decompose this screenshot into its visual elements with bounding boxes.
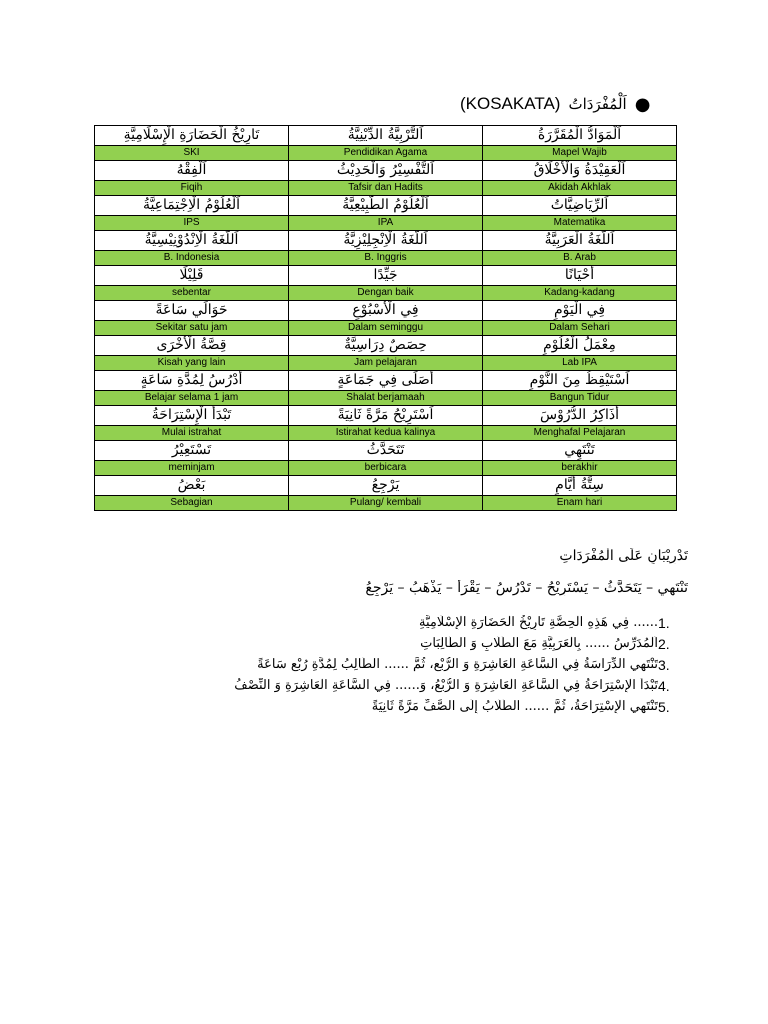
vocab-arabic-row <box>95 161 677 181</box>
vocab-arabic-cell: فِي الْيَوْمِ <box>483 301 677 321</box>
vocab-arabic-cell: حِصَصٌ دِرَاسِيَّةٌ <box>289 336 483 356</box>
vocab-meaning-cell: Pendidikan Agama <box>289 146 483 161</box>
heading-arabic: اَلْمُفْرَدَاتُ <box>568 95 627 113</box>
vocab-meaning-cell: Kisah yang lain <box>95 356 289 371</box>
vocab-meaning-cell: meminjam <box>95 461 289 476</box>
vocab-arabic-cell: قِصَّةُ الْأُخْرَى <box>95 336 289 356</box>
vocab-meaning-cell: Kadang-kadang <box>483 286 677 301</box>
vocab-meaning-cell: Mapel Wajib <box>483 146 677 161</box>
vocab-meaning-cell: Akidah Akhlak <box>483 181 677 196</box>
vocab-arabic-cell: فِي الْأُسْبُوْعِ <box>289 301 483 321</box>
vocab-arabic-row <box>95 441 677 461</box>
vocab-meaning-row <box>95 286 677 301</box>
vocab-arabic-cell: تَتَحَدَّثُ <box>289 441 483 461</box>
sentence-number: 1. <box>658 614 670 631</box>
vocab-meaning-cell: Belajar selama 1 jam <box>95 391 289 406</box>
vocab-arabic-cell: اَللُّغَةُ الْعَرَبِيَّةُ <box>483 231 677 251</box>
sentence-number: 3. <box>658 656 670 673</box>
vocab-meaning-cell: Mulai istrahat <box>95 426 289 441</box>
heading-latin: (KOSAKATA) <box>460 94 561 113</box>
vocab-arabic-cell: مِعْمَلُ الْعُلُوْمِ <box>483 336 677 356</box>
vocab-meaning-cell: Tafsir dan Hadits <box>289 181 483 196</box>
sentence-text: تَنْتَهِي الدِّرَاسَةُ فِي السَّاعَةِ الْعَاشِرَةِ وَ الرُّبْعِ، ثُمَّ ...... الطَّالِبُ لِمُدَّةِ رُبْعِ سَاعَةً <box>257 657 658 672</box>
vocab-meaning-cell: B. Indonesia <box>95 251 289 266</box>
sentence-item <box>94 654 694 675</box>
vocab-meaning-cell: berakhir <box>483 461 677 476</box>
vocab-arabic-cell: اَلْعُلُوْمُ الْاِجْتِمَاعِيَّةُ <box>95 196 289 216</box>
vocab-arabic-cell: اَلْعُلُوْمُ الطَّبِيْعِيَّةُ <box>289 196 483 216</box>
sentence-text: ...... فِي هَذِهِ الْحِصَّةِ تَارِيْخُ الْحَضَارَةِ الْإِسْلَامِيَّةِ <box>418 615 658 630</box>
vocab-meaning-cell: Pulang/ kembali <box>289 496 483 511</box>
vocab-meaning-cell: Bangun Tidur <box>483 391 677 406</box>
vocab-meaning-cell: Sekitar satu jam <box>95 321 289 336</box>
vocab-arabic-cell: تَارِيْخُ الْحَضَارَةِ الْإِسْلَامِيَّةِ <box>95 126 289 146</box>
vocab-arabic-cell: اَلتَّفْسِيْرُ وَالْحَدِيْثُ <box>289 161 483 181</box>
vocab-meaning-row <box>95 146 677 161</box>
vocab-arabic-cell: أَحْيَانًا <box>483 266 677 286</box>
vocab-arabic-cell: اَلرِّيَاضِيَّاتُ <box>483 196 677 216</box>
vocab-arabic-cell: يَرْجِعُ <box>289 476 483 496</box>
vocab-meaning-cell: B. Arab <box>483 251 677 266</box>
vocab-arabic-cell: أُصَلِّى فِي جَمَاعَةٍ <box>289 371 483 391</box>
sentence-item <box>94 675 694 696</box>
sentence-item <box>94 696 694 717</box>
word-bank: تَنْتَهِي – يَتَحَدَّثُ – يَسْتَرِيْحُ – تَدْرُسُ – يَقْرَأُ – يَذْهَبُ – يَرْجِعُ <box>365 580 688 596</box>
vocab-meaning-cell: SKI <box>95 146 289 161</box>
vocab-arabic-row <box>95 266 677 286</box>
sentence-text: تَبْدَأُ الْإِسْتِرَاحَةُ فِي السَّاعَةِ الْعَاشِرَةِ وَ الرُّبْعُ، وَ...... فِي السَّاعَةِ الْعَاشِرَةِ وَ النِّصْفُ <box>234 678 658 693</box>
vocab-meaning-row <box>95 391 677 406</box>
vocab-meaning-cell: Jam pelajaran <box>289 356 483 371</box>
vocabulary-table <box>94 125 677 511</box>
vocab-meaning-cell: Dalam seminggu <box>289 321 483 336</box>
vocab-meaning-cell: Dengan baik <box>289 286 483 301</box>
vocab-arabic-row <box>95 231 677 251</box>
vocab-arabic-row <box>95 301 677 321</box>
bullet-icon: ● <box>634 93 651 115</box>
vocab-arabic-cell: اَسْتَرِيْحُ مَرَّةً ثَانِيَةً <box>289 406 483 426</box>
vocab-meaning-cell: Fiqih <box>95 181 289 196</box>
vocab-meaning-row <box>95 426 677 441</box>
vocab-arabic-cell: سِتَّةُ أَيَّامٍ <box>483 476 677 496</box>
vocab-meaning-cell: sebentar <box>95 286 289 301</box>
vocab-arabic-cell: اَسْتَيْقِظُ مِنَ النَّوْمِ <box>483 371 677 391</box>
vocab-arabic-row <box>95 406 677 426</box>
vocab-meaning-row <box>95 496 677 511</box>
vocab-arabic-cell: قَلِيْلًا <box>95 266 289 286</box>
vocab-meaning-cell: B. Inggris <box>289 251 483 266</box>
sentence-text: اَلْمُدَرِّسُ ...... بِالْعَرَبِيَّةِ مَعَ الطُّلَّابِ وَ الطَّالِبَاتِ <box>420 636 658 651</box>
vocabulary-heading <box>460 91 700 117</box>
vocab-arabic-cell: اَلْعَقِيْدَةُ وَالْأَخْلَاقُ <box>483 161 677 181</box>
sentence-number: 2. <box>658 635 670 652</box>
vocab-meaning-cell: IPS <box>95 216 289 231</box>
vocab-meaning-row <box>95 356 677 371</box>
vocab-meaning-cell: Enam hari <box>483 496 677 511</box>
vocab-arabic-cell: حَوَالَي سَاعَةً <box>95 301 289 321</box>
vocab-arabic-cell: تَسْتَعِيْرُ <box>95 441 289 461</box>
vocab-meaning-cell: Sebagian <box>95 496 289 511</box>
vocab-arabic-cell: اَلْفِقْهُ <box>95 161 289 181</box>
vocab-arabic-cell: اَللُّغَةُ الْاِنْدُوْنِيْسِيَّةُ <box>95 231 289 251</box>
vocab-arabic-cell: أَدْرُسُ لِمُدَّةِ سَاعَةٍ <box>95 371 289 391</box>
vocab-meaning-row <box>95 216 677 231</box>
vocab-arabic-cell: اَلْمَوَادُّ الْمُقَرَّرَةُ <box>483 126 677 146</box>
vocab-meaning-cell: Istirahat kedua kalinya <box>289 426 483 441</box>
sentence-item <box>94 612 694 633</box>
sentence-item <box>94 633 694 654</box>
vocab-arabic-cell: تَنْتَهِي <box>483 441 677 461</box>
sentence-number: 4. <box>658 677 670 694</box>
vocab-meaning-cell: Matematika <box>483 216 677 231</box>
vocab-arabic-row <box>95 336 677 356</box>
vocab-arabic-cell: اَلتَّرْبِيَّةُ الدِّيْنِيَّةُ <box>289 126 483 146</box>
vocab-meaning-row <box>95 251 677 266</box>
vocab-arabic-row <box>95 126 677 146</box>
exercise-sentences <box>94 612 694 717</box>
sentence-text: تَنْتَهِي الْإِسْتِرَاحَةُ، ثُمَّ ...... الطُّلَّابُ إِلَى الصَّفِّ مَرَّةً ثَانِيَةً <box>371 699 658 714</box>
vocab-arabic-row <box>95 476 677 496</box>
vocab-meaning-cell: berbicara <box>289 461 483 476</box>
vocab-meaning-cell: Menghafal Pelajaran <box>483 426 677 441</box>
vocab-arabic-row <box>95 371 677 391</box>
exercise-title: تَدْرِيْبَانِ عَلَى الْمُفْرَدَاتِ <box>559 548 688 564</box>
vocab-meaning-row <box>95 181 677 196</box>
vocab-meaning-cell: IPA <box>289 216 483 231</box>
sentence-number: 5. <box>658 698 670 715</box>
vocab-meaning-cell: Lab IPA <box>483 356 677 371</box>
vocab-meaning-row <box>95 321 677 336</box>
vocab-arabic-cell: أَذَاكِرُ الدُّرُوْسَ <box>483 406 677 426</box>
vocab-arabic-cell: اَللُّغَةُ الْاِنْجِلِيْزِيَّةُ <box>289 231 483 251</box>
vocab-arabic-cell: بَعْضُ <box>95 476 289 496</box>
vocab-meaning-cell: Shalat berjamaah <box>289 391 483 406</box>
vocab-meaning-cell: Dalam Sehari <box>483 321 677 336</box>
vocab-arabic-cell: جَيِّدًا <box>289 266 483 286</box>
vocab-arabic-row <box>95 196 677 216</box>
vocab-arabic-cell: تَبْدَأُ الْإِسْتِرَاحَةُ <box>95 406 289 426</box>
vocab-meaning-row <box>95 461 677 476</box>
